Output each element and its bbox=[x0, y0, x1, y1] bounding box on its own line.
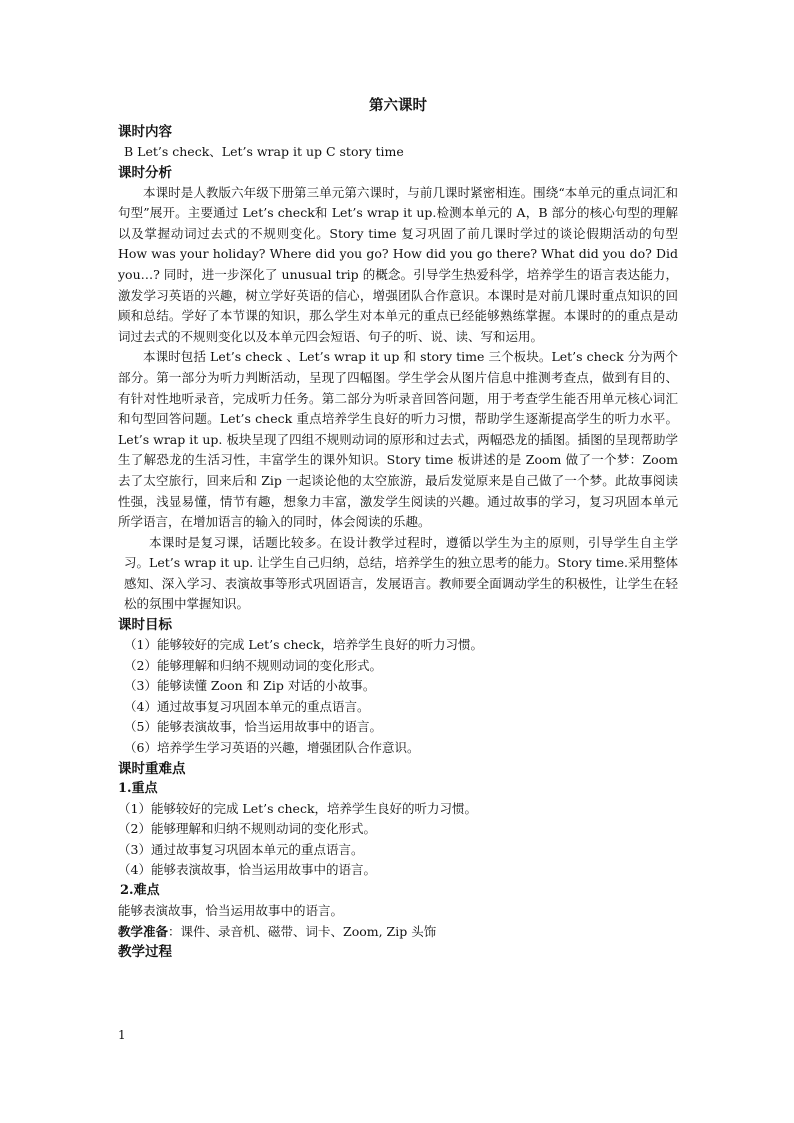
analysis-paragraph-1: 本课时是人教版六年级下册第三单元第六课时，与前几课时紧密相连。围绕“本单元的重点词汇和句型”展开。主要通过 Let’s check和 Let’s wrap it up.检测本单元的 A，B 部分的核心句型的理解以及掌握动词过去式的不规则变化。Story time 复习巩固了前几课时学过的谈论假期活动的句型 How was your holiday? Where did you go? How did you go there? What did you do? Did you…? 同时，进一步深化了 unusual trip 的概念。引导学生热爱科学，培养学生的语言表达能力，激发学习英语的兴趣，树立学好英语的信心，增强团队合作意识。本课时是对前几课时重点知识的回顾和总结。学好了本节课的知识，那么学生对本单元的重点已经能够熟练掌握。本课时的的重点是动词过去式的不规则变化以及本单元四会短语、句子的听、说、读、写和运用。 bbox=[118, 184, 678, 344]
teaching-prep-label: 教学准备 bbox=[118, 923, 169, 939]
teaching-prep-text: ：课件、录音机、磁带、词卡、Zoom, Zip 头饰 bbox=[168, 923, 437, 939]
list-item: （5）能够表演故事，恰当运用故事中的语言。 bbox=[124, 719, 382, 735]
difficulty-heading: 2.难点 bbox=[120, 883, 160, 898]
page-number: 1 bbox=[118, 1028, 126, 1042]
list-item: （2）能够理解和归纳不规则动词的变化形式。 bbox=[118, 821, 376, 837]
page-title: 第六课时 bbox=[369, 97, 427, 114]
list-item: （3）能够读懂 Zoon 和 Zip 对话的小故事。 bbox=[124, 678, 376, 694]
document-page bbox=[118, 96, 678, 962]
list-item: （1）能够较好的完成 Let’s check，培养学生良好的听力习惯。 bbox=[124, 637, 484, 653]
content-heading: 课时内容 bbox=[118, 124, 172, 140]
analysis-paragraph-3: 本课时是复习课，话题比较多。在设计教学过程时，遵循以学生为主的原则，引导学生自主学习。Let’s wrap it up. 让学生自己归纳，总结，培养学生的独立思考的能力。Story time.采用整体感知、深入学习、表演故事等形式巩固语言，发展语言。教师要全面调动学生的积极性，让学生在轻松的氛围中掌握知识。 bbox=[124, 534, 678, 612]
list-item: （4）能够表演故事，恰当运用故事中的语言。 bbox=[118, 862, 376, 878]
list-item: （3）通过故事复习巩固本单元的重点语言。 bbox=[118, 841, 364, 857]
goals-list bbox=[118, 635, 678, 759]
key-points-list bbox=[118, 799, 678, 881]
analysis-heading: 课时分析 bbox=[118, 164, 172, 181]
analysis-paragraph-2: 本课时包括 Let’s check 、Let’s wrap it up 和 story time 三个板块。Let’s check 分为两个部分。第一部分为听力判断活动，呈现了四幅图。学生学会从图片信息中推测考查点，做到有目的、有针对性地听录音，完成听力任务。第二部分为听录音回答问题，用于考查学生能否用单元核心词汇和句型回答问题。Let’s check 重点培养学生良好的听力习惯，帮助学生逐渐提高学生的听力水平。Let’s wrap it up. 板块呈现了四组不规则动词的原形和过去式，两幅恐龙的插图。插图的呈现帮助学生了解恐龙的生活习性，丰富学生的课外知识。Story time 板讲述的是 Zoom 做了一个梦：Zoom 去了太空旅行，回来后和 Zip 一起谈论他的太空旅游，最后发觉原来是自己做了一个梦。此故事阅读性强，浅显易懂，情节有趣，想象力丰富，激发学生阅读的兴趣。通过故事的学习，复习巩固本单元所学语言，在增加语言的输入的同时，体会阅读的乐趣。 bbox=[118, 349, 678, 530]
key-points-heading: 1.重点 bbox=[118, 780, 158, 796]
list-item: （2）能够理解和归纳不规则动词的变化形式。 bbox=[124, 657, 382, 673]
list-item: （1）能够较好的完成 Let’s check，培养学生良好的听力习惯。 bbox=[118, 800, 478, 816]
goals-heading: 课时目标 bbox=[118, 617, 172, 634]
teaching-prep bbox=[118, 922, 678, 943]
content-text: B Let’s check、Let’s wrap it up C story time bbox=[124, 144, 404, 159]
teaching-process-heading: 教学过程 bbox=[118, 944, 172, 961]
list-item: （4）通过故事复习巩固本单元的重点语言。 bbox=[124, 698, 370, 714]
difficulty-text: 能够表演故事，恰当运用故事中的语言。 bbox=[118, 903, 344, 918]
list-item: （6）培养学生学习英语的兴趣，增强团队合作意识。 bbox=[124, 740, 420, 756]
key-difficulty-heading: 课时重难点 bbox=[118, 760, 186, 777]
